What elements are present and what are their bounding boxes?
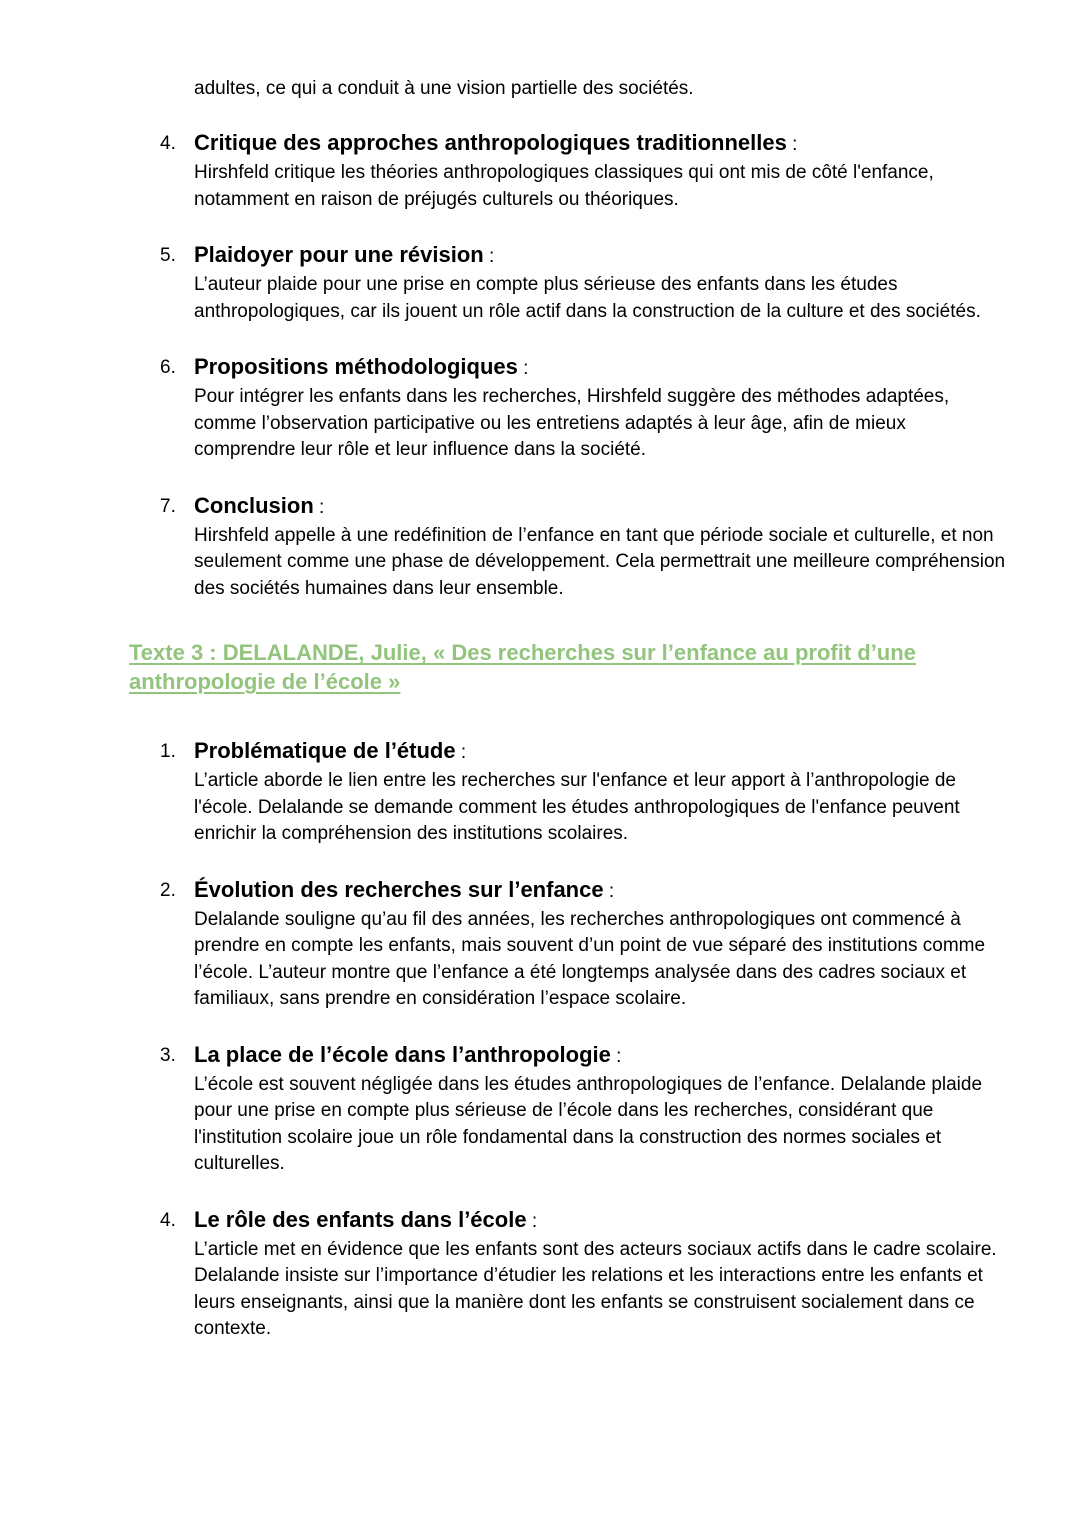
item-separator: : xyxy=(603,880,615,902)
item-separator: : xyxy=(526,1210,538,1232)
numbered-list-texte-2 xyxy=(0,128,1080,629)
item-heading: La place de l’école dans l’anthropologie xyxy=(194,1041,611,1067)
item-heading: Évolution des recherches sur l’enfance xyxy=(194,876,604,902)
item-heading: Le rôle des enfants dans l’école xyxy=(194,1206,527,1232)
item-body: L’auteur plaide pour une prise en compte plus sérieuse des enfants dans les études anthropologiques, car ils jouent un rôle actif dans la construction de la culture et des sociétés. xyxy=(194,274,981,322)
item-heading: Plaidoyer pour une révision xyxy=(194,242,484,267)
item-heading-line xyxy=(194,240,1008,272)
item-body: L’école est souvent négligée dans les études anthropologiques de l’enfance. Delalande plaide pour une prise en compte plus sérieuse de l’école dans les recherches, considérant que l'institution scolaire joue un rôle fondamental dans la construction des normes sociales et culturelles. xyxy=(194,1073,983,1174)
item-number: 7. xyxy=(160,495,176,517)
item-separator: : xyxy=(610,1045,622,1067)
item-number: 4. xyxy=(160,1209,176,1231)
list-item xyxy=(0,736,1080,848)
numbered-list-texte-3 xyxy=(0,736,1080,1370)
item-heading: Problématique de l’étude xyxy=(194,738,456,763)
item-number: 4. xyxy=(160,133,176,154)
item-heading-line xyxy=(194,1040,1008,1072)
list-item xyxy=(0,1205,1080,1343)
list-item xyxy=(0,491,1080,603)
list-item xyxy=(0,1040,1080,1178)
item-heading-line xyxy=(194,128,1008,160)
intro-continuation-line: adultes, ce qui a conduit à une vision partielle des sociétés. xyxy=(194,78,694,99)
item-heading-line xyxy=(194,352,1008,384)
item-number: 6. xyxy=(160,357,176,378)
item-heading: Conclusion xyxy=(194,492,314,518)
item-body: L’article met en évidence que les enfants sont des acteurs sociaux actifs dans le cadre scolaire. Delalande insiste sur l’importance d’étudier les relations et les interactions entre les enfants et leurs enseignants, ainsi que la manière dont les enfants se construisent socialement dans ce contexte. xyxy=(194,1238,997,1339)
list-item xyxy=(0,240,1080,325)
item-body: L’article aborde le lien entre les recherches sur l'enfance et leur apport à l’anthropologie de l'école. Delalande se demande comment les études anthropologiques de l'enfance peuvent enrichir la compréhension des institutions scolaires. xyxy=(194,770,960,844)
item-heading-line xyxy=(194,1205,1008,1237)
list-item xyxy=(0,875,1080,1013)
list-item xyxy=(0,352,1080,464)
item-heading: Propositions méthodologiques xyxy=(194,354,518,379)
item-heading-line xyxy=(194,736,1008,768)
item-separator: : xyxy=(455,742,467,763)
item-heading-line xyxy=(194,875,1008,907)
item-number: 1. xyxy=(160,741,176,762)
item-number: 5. xyxy=(160,245,176,266)
item-body: Hirshfeld critique les théories anthropologiques classiques qui ont mis de côté l'enfance, notamment en raison de préjugés culturels ou théoriques. xyxy=(194,162,934,210)
item-heading: Critique des approches anthropologiques traditionnelles xyxy=(194,130,787,155)
item-body: Hirshfeld appelle à une redéfinition de l’enfance en tant que période sociale et culturelle, et non seulement comme une phase de développement. Cela permettrait une meilleure compréhension des sociétés humaines dans leur ensemble. xyxy=(194,524,1006,599)
list-item xyxy=(0,128,1080,213)
item-separator: : xyxy=(313,496,325,518)
section-title-texte-3: Texte 3 : DELALANDE, Julie, « Des recherches sur l’enfance au profit d’une anthropologie de l’école » xyxy=(129,640,916,694)
item-separator: : xyxy=(517,358,529,379)
item-separator: : xyxy=(483,246,495,267)
item-number: 2. xyxy=(160,879,176,901)
item-body: Pour intégrer les enfants dans les recherches, Hirshfeld suggère des méthodes adaptées, comme l’observation participative ou les entretiens adaptés à leur âge, afin de mieux comprendre leur rôle et leur influence dans la société. xyxy=(194,386,950,460)
item-body: Delalande souligne qu’au fil des années, les recherches anthropologiques ont commencé à prendre en compte les enfants, mais souvent d’un point de vue séparé des institutions comme l’école. L’auteur montre que l’enfance a été longtemps analysée dans des cadres sociaux et familiaux, sans prendre en considération l’espace scolaire. xyxy=(194,908,986,1009)
item-separator: : xyxy=(786,134,798,155)
item-heading-line xyxy=(194,491,1008,523)
item-number: 3. xyxy=(160,1044,176,1066)
